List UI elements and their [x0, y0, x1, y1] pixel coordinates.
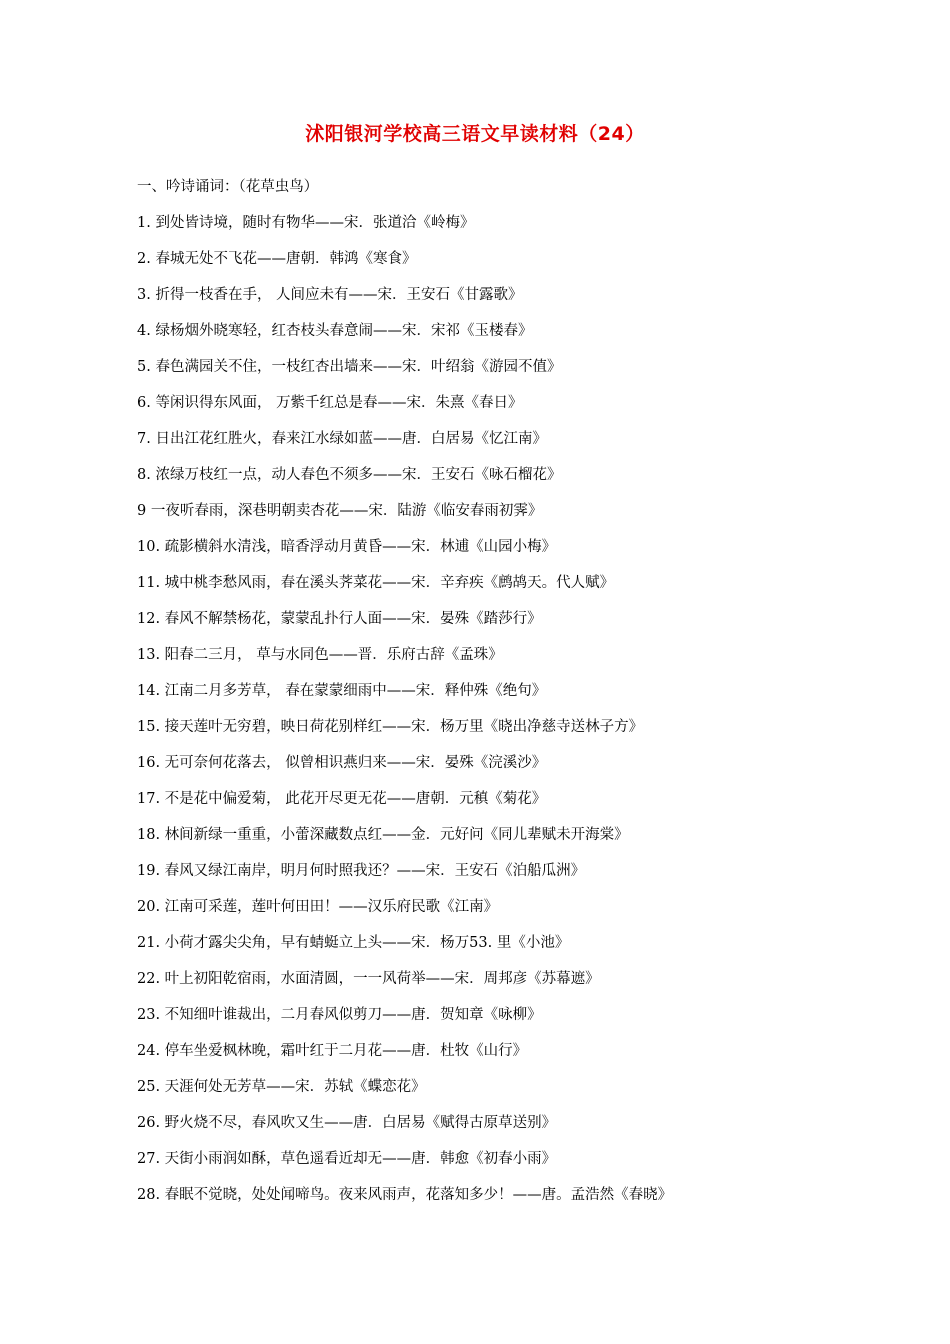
poem-line: 24. 停车坐爱枫林晚，霜叶红于二月花——唐．杜牧《山行》	[137, 1043, 528, 1059]
poem-line: 1. 到处皆诗境，随时有物华——宋．张道洽《岭梅》	[137, 215, 475, 231]
document-title: 沭阳银河学校高三语文早读材料（24）	[305, 123, 645, 145]
poem-line: 27. 天街小雨润如酥，草色遥看近却无——唐．韩愈《初春小雨》	[137, 1151, 557, 1167]
section-heading: 一、吟诗诵词：（花草虫鸟）	[137, 179, 319, 195]
poem-line: 13. 阳春二三月， 草与水同色——晋．乐府古辞《孟珠》	[137, 647, 503, 663]
poem-line: 8. 浓绿万枝红一点，动人春色不须多——宋．王安石《咏石榴花》	[137, 467, 562, 483]
poem-line: 14. 江南二月多芳草， 春在蒙蒙细雨中——宋．释仲殊《绝句》	[137, 683, 547, 699]
poem-line: 21. 小荷才露尖尖角，早有蜻蜓立上头——宋．杨万53. 里《小池》	[137, 935, 570, 951]
poem-line: 25. 天涯何处无芳草——宋．苏轼《蝶恋花》	[137, 1079, 426, 1095]
poem-line: 4. 绿杨烟外晓寒轻，红杏枝头春意闹——宋．宋祁《玉楼春》	[137, 323, 533, 339]
poem-line: 23. 不知细叶谁裁出，二月春风似剪刀——唐．贺知章《咏柳》	[137, 1007, 542, 1023]
poem-line: 11. 城中桃李愁风雨，春在溪头荠菜花——宋．辛弃疾《鹧鸪天。代人赋》	[137, 575, 615, 591]
poem-line: 2. 春城无处不飞花——唐朝．韩鸿《寒食》	[137, 251, 417, 267]
poem-line: 22. 叶上初阳乾宿雨，水面清圆，一一风荷举——宋．周邦彦《苏幕遮》	[137, 971, 600, 987]
poem-line: 28. 春眠不觉晓，处处闻啼鸟。夜来风雨声，花落知多少！——唐。孟浩然《春晓》	[137, 1187, 673, 1203]
poem-line-list	[137, 213, 837, 1221]
poem-line: 9 一夜听春雨，深巷明朝卖杏花——宋．陆游《临安春雨初霁》	[137, 503, 543, 519]
poem-line: 20. 江南可采莲，莲叶何田田！——汉乐府民歌《江南》	[137, 899, 499, 915]
poem-line: 15. 接天莲叶无穷碧，映日荷花别样红——宋．杨万里《晓出净慈寺送林子方》	[137, 719, 644, 735]
poem-line: 17. 不是花中偏爱菊， 此花开尽更无花——唐朝．元稹《菊花》	[137, 791, 547, 807]
poem-line: 10. 疏影横斜水清浅，暗香浮动月黄昏——宋．林逋《山园小梅》	[137, 539, 557, 555]
poem-line: 12. 春风不解禁杨花，蒙蒙乱扑行人面——宋．晏殊《踏莎行》	[137, 611, 542, 627]
poem-line: 18. 林间新绿一重重，小蕾深藏数点红——金．元好问《同儿辈赋未开海棠》	[137, 827, 629, 843]
poem-line: 5. 春色满园关不住，一枝红杏出墙来——宋．叶绍翁《游园不值》	[137, 359, 562, 375]
poem-line: 26. 野火烧不尽，春风吹又生——唐．白居易《赋得古原草送别》	[137, 1115, 557, 1131]
poem-line: 3. 折得一枝香在手， 人间应未有——宋．王安石《甘露歌》	[137, 287, 523, 303]
poem-line: 19. 春风又绿江南岸，明月何时照我还？——宋．王安石《泊船瓜洲》	[137, 863, 586, 879]
poem-line: 7. 日出江花红胜火，春来江水绿如蓝——唐．白居易《忆江南》	[137, 431, 547, 447]
poem-line: 6. 等闲识得东风面， 万紫千红总是春——宋．朱熹《春日》	[137, 395, 523, 411]
poem-line: 16. 无可奈何花落去， 似曾相识燕归来——宋．晏殊《浣溪沙》	[137, 755, 547, 771]
